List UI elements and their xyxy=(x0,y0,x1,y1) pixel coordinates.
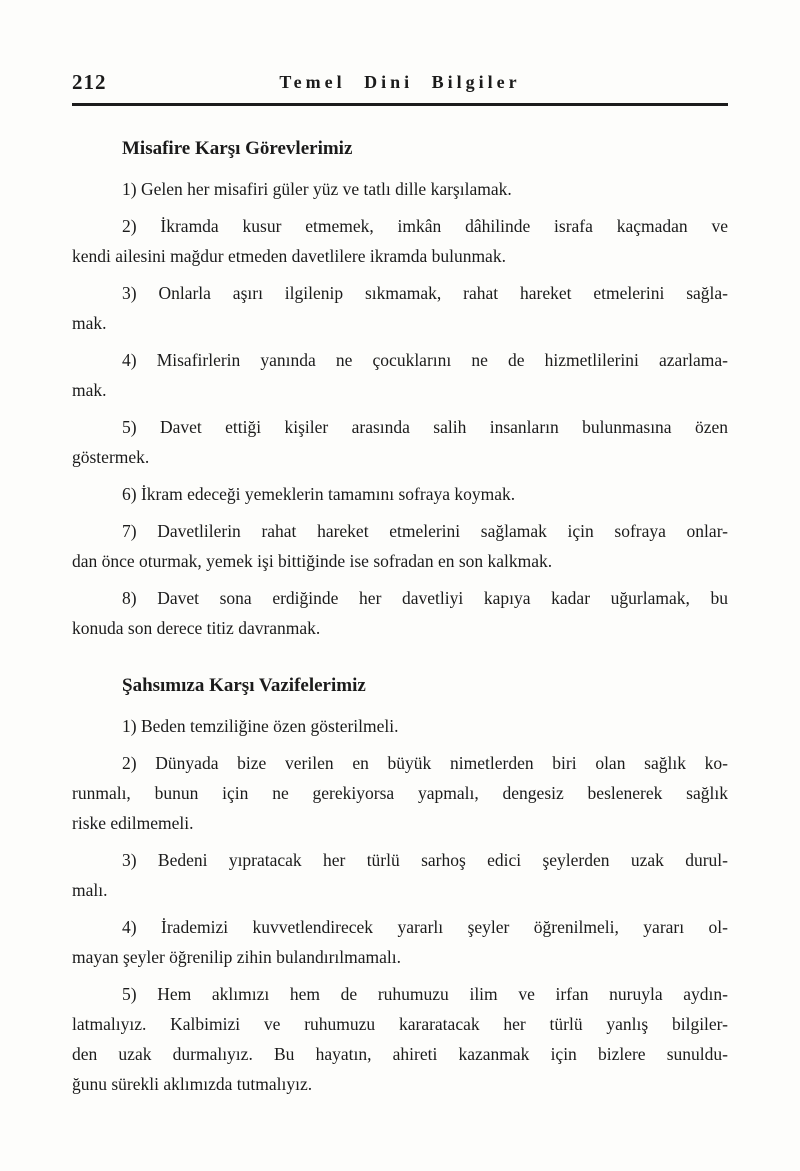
paragraph xyxy=(72,479,728,509)
running-head-title: Temel Dini Bilgiler xyxy=(279,72,521,92)
text-line: latmalıyız. Kalbimizi ve ruhumuzu kararatacak her türlü yanlış bilgiler- xyxy=(72,1014,728,1034)
text-line: mayan şeyler öğrenilip zihin bulandırılmamalı. xyxy=(72,947,402,967)
paragraph xyxy=(72,912,728,972)
text-line: konuda son derece titiz davranmak. xyxy=(72,618,321,638)
text-line: mak. xyxy=(72,313,107,333)
text-line: 2) Dünyada bize verilen en büyük nimetlerden biri olan sağlık ko- xyxy=(122,753,728,773)
text-line: 5) Davet ettiği kişiler arasında salih insanların bulunmasına özen xyxy=(122,417,728,437)
paragraph xyxy=(72,278,728,338)
paragraph xyxy=(72,345,728,405)
text-line: 2) İkramda kusur etmemek, imkân dâhilinde israfa kaçmadan ve xyxy=(122,216,728,236)
text-line: 4) Misafirlerin yanında ne çocuklarını ne de hizmetlilerini azarlama- xyxy=(122,350,728,370)
section-heading: Şahsımıza Karşı Vazifelerimiz xyxy=(122,675,366,696)
paragraph xyxy=(72,516,728,576)
text-line: kendi ailesini mağdur etmeden davetlilere ikramda bulunmak. xyxy=(72,246,506,266)
paragraph xyxy=(72,583,728,643)
text-line: riske edilmemeli. xyxy=(72,813,194,833)
text-line: 4) İrademizi kuvvetlendirecek yararlı şeyler öğrenilmeli, yararı ol- xyxy=(122,917,728,937)
header-rule xyxy=(72,103,728,106)
text-line: 5) Hem aklımızı hem de ruhumuzu ilim ve irfan nuruyla aydın- xyxy=(122,984,728,1004)
text-line: dan önce oturmak, yemek işi bittiğinde ise sofradan en son kalkmak. xyxy=(72,551,553,571)
text-line: malı. xyxy=(72,880,108,900)
text-line: 1) Beden temziliğine özen gösterilmeli. xyxy=(122,716,399,736)
paragraph xyxy=(72,845,728,905)
section xyxy=(72,136,728,643)
paragraph xyxy=(72,748,728,838)
page-header-row xyxy=(72,70,728,97)
paragraph xyxy=(72,412,728,472)
paragraph xyxy=(72,211,728,271)
paragraph xyxy=(72,979,728,1099)
text-line: 8) Davet sona erdiğinde her davetliyi kapıya kadar uğurlamak, bu xyxy=(122,588,728,608)
paragraph xyxy=(72,711,728,741)
text-line: den uzak durmalıyız. Bu hayatın, ahireti kazanmak için bizlere sunuldu- xyxy=(72,1044,728,1064)
page-content xyxy=(72,136,728,1106)
text-line: 7) Davetlilerin rahat hareket etmelerini sağlamak için sofraya onlar- xyxy=(122,521,728,541)
text-line: mak. xyxy=(72,380,107,400)
text-line: ğunu sürekli aklımızda tutmalıyız. xyxy=(72,1074,313,1094)
text-line: 3) Onlarla aşırı ilgilenip sıkmamak, rahat hareket etmelerini sağla- xyxy=(122,283,728,303)
text-line: 1) Gelen her misafiri güler yüz ve tatlı dille karşılamak. xyxy=(122,179,512,199)
page-number: 212 xyxy=(72,70,107,94)
text-line: 6) İkram edeceği yemeklerin tamamını sofraya koymak. xyxy=(122,484,516,504)
paragraph xyxy=(72,174,728,204)
text-line: runmalı, bunun için ne gerekiyorsa yapmalı, dengesiz beslenerek sağlık xyxy=(72,783,728,803)
section-heading: Misafire Karşı Görevlerimiz xyxy=(122,138,353,159)
text-line: 3) Bedeni yıpratacak her türlü sarhoş edici şeylerden uzak durul- xyxy=(122,850,728,870)
text-line: göstermek. xyxy=(72,447,150,467)
page-header xyxy=(72,70,728,106)
section xyxy=(72,673,728,1099)
